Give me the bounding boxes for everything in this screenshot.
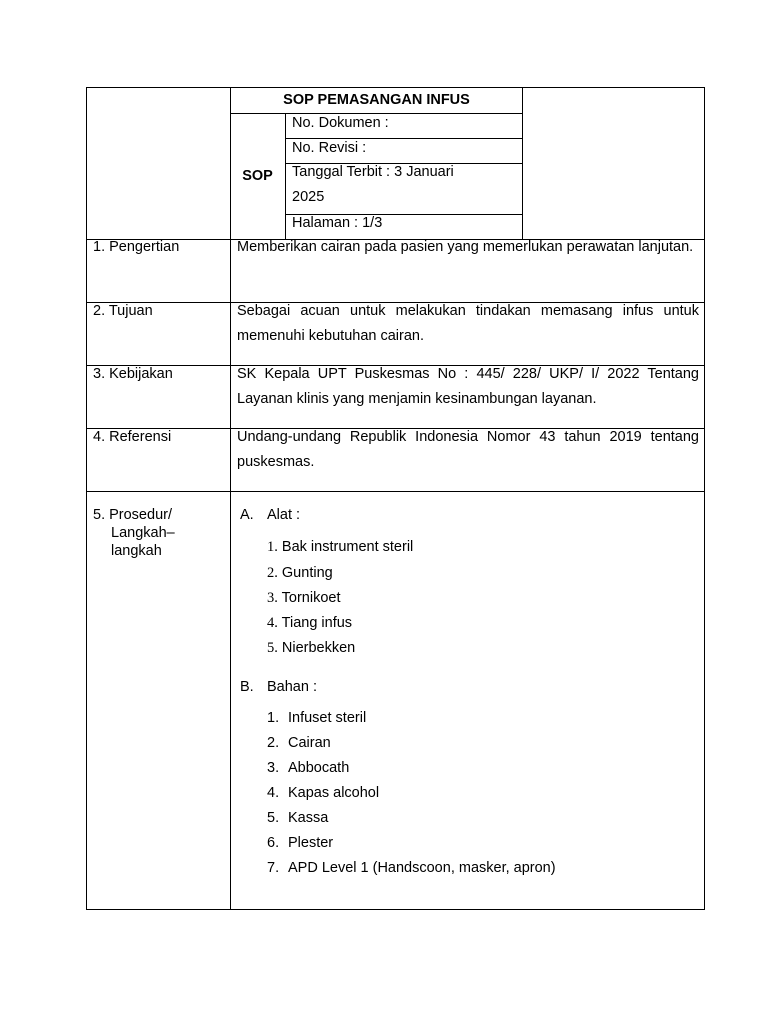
section-text-referensi: Undang-undang Republik Indonesia Nomor 43 tahun 2019 tentang puskesmas. — [237, 429, 699, 470]
list-item — [267, 706, 366, 731]
section-label-kebijakan: 3. Kebijakan — [93, 366, 173, 382]
list-number: 1. — [267, 539, 278, 555]
halaman: Halaman : 1/3 — [292, 215, 383, 231]
list-text: Gunting — [281, 565, 333, 581]
list-item — [267, 756, 349, 781]
list-item — [267, 636, 355, 661]
list-number: 1. — [267, 710, 280, 726]
list-number: 3. — [267, 590, 278, 606]
alat-title: Alat : — [267, 507, 301, 523]
section-line-5 — [87, 491, 704, 492]
list-number: 2. — [267, 735, 280, 751]
list-item — [267, 806, 328, 831]
tanggal-terbit: Tanggal Terbit : 3 Januari — [292, 164, 454, 180]
list-item — [267, 535, 413, 560]
list-text: Plester — [288, 835, 334, 851]
sop-divider — [285, 113, 286, 240]
document-title: SOP PEMASANGAN INFUS — [283, 92, 470, 108]
list-number: 4. — [267, 785, 280, 801]
list-number: 7. — [267, 860, 280, 876]
list-text: Kapas alcohol — [288, 785, 380, 801]
bahan-marker: B. — [240, 679, 254, 695]
list-text: Abbocath — [288, 760, 350, 776]
no-revisi: No. Revisi : — [292, 140, 367, 156]
prosedur-label-line2: Langkah– — [111, 525, 175, 541]
list-text: Cairan — [288, 735, 331, 751]
list-number: 3. — [267, 760, 280, 776]
list-number: 6. — [267, 835, 280, 851]
section-label-pengertian: 1. Pengertian — [93, 239, 180, 255]
list-item — [267, 611, 352, 636]
tanggal-terbit-year: 2025 — [292, 189, 325, 205]
bahan-title: Bahan : — [267, 679, 317, 695]
list-item — [267, 731, 331, 756]
list-text: APD Level 1 (Handscoon, masker, apron) — [288, 860, 556, 876]
list-item — [267, 831, 333, 856]
list-number: 4. — [267, 615, 278, 631]
list-text: Kassa — [288, 810, 329, 826]
alat-marker: A. — [240, 507, 254, 523]
list-text: Infuset steril — [288, 710, 367, 726]
sop-label: SOP — [242, 168, 273, 184]
column-divider — [230, 88, 231, 909]
section-text-kebijakan: SK Kepala UPT Puskesmas No : 445/ 228/ UKP/ I/ 2022 Tentang Layanan klinis yang menjamin kesinambungan layanan. — [237, 366, 699, 407]
list-text: Tiang infus — [281, 615, 353, 631]
list-number: 5. — [267, 810, 280, 826]
list-number: 2. — [267, 565, 278, 581]
section-label-tujuan: 2. Tujuan — [93, 303, 153, 319]
prosedur-label-line1: 5. Prosedur/ — [93, 507, 172, 523]
prosedur-label — [93, 506, 175, 560]
list-text: Nierbekken — [281, 640, 356, 656]
no-dokumen: No. Dokumen : — [292, 115, 389, 131]
list-number: 5. — [267, 640, 278, 656]
section-label-referensi: 4. Referensi — [93, 429, 172, 445]
list-item — [267, 561, 333, 586]
list-item — [267, 856, 556, 881]
prosedur-label-line3: langkah — [111, 543, 162, 559]
list-item — [267, 586, 341, 611]
list-item — [267, 781, 379, 806]
list-text: Tornikoet — [281, 590, 341, 606]
section-text-tujuan: Sebagai acuan untuk melakukan tindakan memasang infus untuk memenuhi kebutuhan cairan. — [237, 303, 699, 344]
sop-document — [86, 87, 705, 910]
list-text: Bak instrument steril — [281, 539, 414, 555]
section-text-pengertian: Memberikan cairan pada pasien yang memerlukan perawatan lanjutan. — [237, 239, 694, 255]
